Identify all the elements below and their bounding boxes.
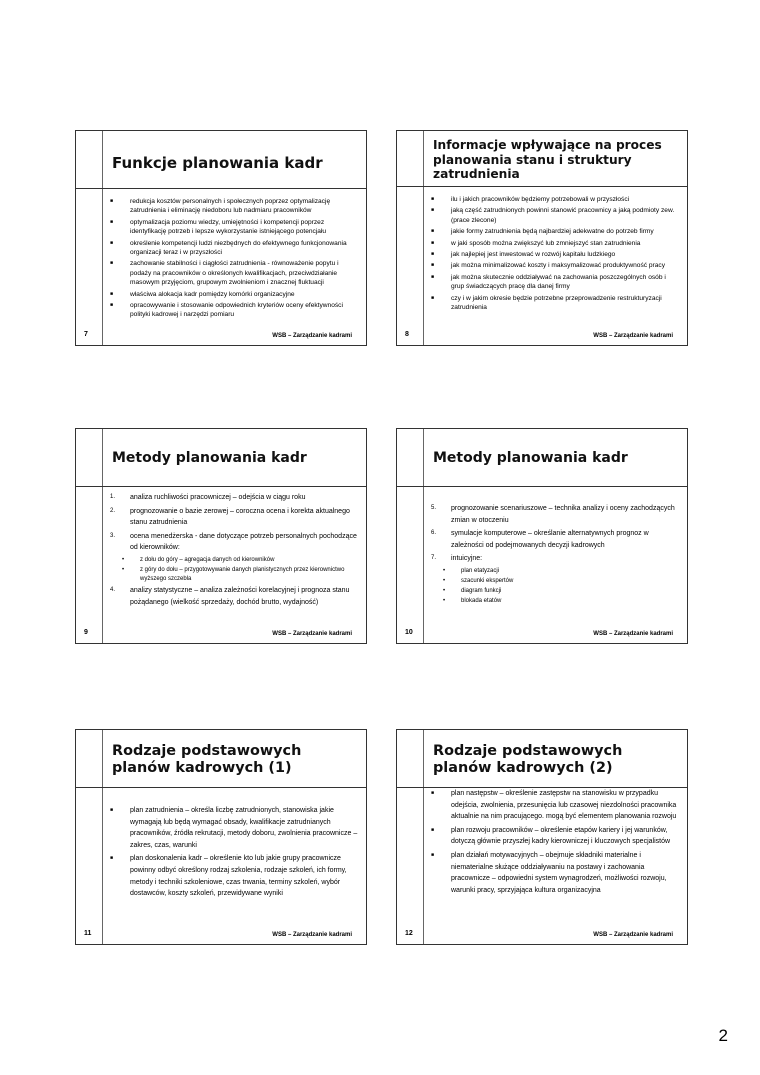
list-item: ■ opracowywanie i stosowanie odpowiednich kryteriów oceny efektywności polityki kadrowej i narzędzi pomiaru — [110, 302, 343, 319]
slide-7 — [75, 130, 367, 346]
slide-divider-horizontal — [397, 486, 687, 487]
list-item: 2. prognozowanie o bazie zerowej – coroczna ocena i korekta aktualnego stanu zatrudnienia — [110, 507, 350, 527]
list-subitem: • diagram funkcji — [443, 587, 502, 594]
slide-number: 7 — [84, 331, 88, 338]
slide-footer: WSB – Zarządzanie kadrami — [272, 631, 352, 637]
slide-number: 8 — [405, 331, 409, 338]
list-subitem: • plan etatyzacji — [443, 567, 500, 574]
slide-8 — [396, 130, 688, 346]
slide-divider-vertical — [102, 429, 103, 643]
slide-footer: WSB – Zarządzanie kadrami — [272, 333, 352, 339]
slide-content — [429, 788, 679, 898]
slide-divider-horizontal — [76, 486, 366, 487]
list-item: ■ w jaki sposób można zwiększyć lub zmniejszyć stan zatrudnienia — [431, 239, 641, 247]
list-item: 7. intuicyjne: — [431, 555, 483, 563]
slide-number: 11 — [84, 930, 92, 937]
slide-10 — [396, 428, 688, 644]
list-subitem: • z góry do dołu – przygotowywanie danych planistycznych przez kierownictwo wyższego szczebla — [122, 566, 345, 582]
slide-footer: WSB – Zarządzanie kadrami — [593, 631, 673, 637]
list-item: ■ plan zatrudnienia – określa liczbę zatrudnionych, stanowiska jakie wymagają lub będą wymagać obsady, kwalifikacje zatrudnianych pracowników, źródła rekrutacji, metody doboru, zwolnienia pracownicze – zakres, czas, warunki — [110, 807, 358, 849]
slide-number: 10 — [405, 629, 413, 636]
slide-title: Rodzaje podstawowych planów kadrowych (1) — [112, 742, 302, 776]
list-item: 3. ocena menedżerska - dane dotyczące potrzeb personalnych pochodzące od kierowników: — [110, 532, 357, 552]
slide-footer: WSB – Zarządzanie kadrami — [593, 333, 673, 339]
slide-divider-vertical — [423, 730, 424, 944]
slide-title: Metody planowania kadr — [433, 449, 628, 466]
page-number: 2 — [718, 1026, 728, 1045]
list-item: 5. prognozowanie scenariuszowe – technika analizy i oceny zachodzących zmian w otoczeniu — [431, 505, 675, 524]
list-item: 4. analizy statystyczne – analiza zależności korelacyjnej i prognoza stanu pożądanego (wielkość sprzedaży, dochód brutto, wydajność) — [110, 586, 350, 606]
list-subitem: • z dołu do góry – agregacja danych od kierowników — [122, 556, 275, 563]
list-item: ■ plan doskonalenia kadr – określenie kto lub jakie grupy pracownicze powinny odbyć określony rodzaj szkolenia, rodzaje szkoleń, ich formy, metody i techniki szkoleniowe, czas trwania, terminy szkoleń, wybór dostawców, koszty szkoleń, przewidywane wyniki — [110, 855, 347, 898]
slide-11 — [75, 729, 367, 945]
slide-divider-horizontal — [76, 188, 366, 189]
list-item: ■ plan następstw – określenie zastępstw na stanowisku w przypadku odejścia, zwolnienia, przesunięcia lub czasowej niezdolności pracownika aktualnie na nim pracującego. mogą być elementem planowania rozwoju — [431, 790, 677, 821]
slide-title: Rodzaje podstawowych planów kadrowych (2) — [433, 742, 623, 776]
list-item: ■ ilu i jakich pracowników będziemy potrzebowali w przyszłości — [431, 196, 630, 203]
list-item: 6. symulacje komputerowe – określanie alternatywnych prognoz w zależności od podejmowanych decyzji kadrowych — [431, 530, 649, 549]
list-item: ■ jak można skutecznie oddziaływać na zachowania poszczególnych osób i grup świadczących pracę dla danej firmy — [431, 273, 666, 291]
list-item: ■ czy i w jakim okresie będzie potrzebne przeprowadzenie restrukturyzacji zatrudnienia — [431, 294, 662, 312]
list-item: ■ redukcja kosztów personalnych i społecznych poprzez optymalizację zatrudnienia i eliminację niedoboru lub nadmiaru pracowników — [110, 198, 331, 215]
list-item: ■ jak najlepiej jest inwestować w rozwój kapitału ludzkiego — [431, 251, 616, 259]
slide-divider-vertical — [102, 131, 103, 345]
slide-9 — [75, 428, 367, 644]
list-item: ■ optymalizacja poziomu wiedzy, umiejętności i kompetencji poprzez identyfikację potrzeb i lepsze wykorzystanie istniejącego potencjału — [110, 218, 327, 236]
slide-content — [108, 197, 358, 322]
list-subitem: • blokada etatów — [443, 597, 502, 604]
slide-12 — [396, 729, 688, 945]
slide-footer: WSB – Zarządzanie kadrami — [272, 932, 352, 938]
list-item: 1. analiza ruchliwości pracowniczej – odejścia w ciągu roku — [110, 494, 306, 501]
list-item: ■ właściwa alokacja kadr pomiędzy komórki organizacyjne — [110, 290, 295, 298]
slide-title: Funkcje planowania kadr — [112, 154, 323, 172]
list-item: ■ określenie kompetencji ludzi niezbędnych do efektywnego funkcjonowania organizacji teraz i w przyszłości — [110, 239, 347, 257]
slide-number: 9 — [84, 629, 88, 636]
slide-divider-vertical — [102, 730, 103, 944]
list-subitem: • szacunki ekspertów — [443, 577, 514, 584]
slide-content — [108, 805, 358, 902]
list-item: ■ zachowanie stabilności i ciągłości zatrudnienia - równoważenie popytu i podaży na pracowników o określonych kwalifikacjach, przeciwdziałanie masowym przyjęciom, grupowym zwolnieniom i znacznej fluktuacji — [110, 260, 339, 287]
list-item: ■ jakie formy zatrudnienia będą najbardziej adekwatne do potrzeb firmy — [431, 228, 654, 236]
slide-content — [108, 492, 358, 610]
slide-divider-vertical — [423, 131, 424, 345]
slide-title: Metody planowania kadr — [112, 449, 307, 466]
slide-divider-vertical — [423, 429, 424, 643]
slide-number: 12 — [405, 930, 413, 937]
slide-content — [429, 503, 679, 607]
slide-title: Informacje wpływające na proces planowania stanu i struktury zatrudnienia — [433, 138, 662, 182]
slide-divider-horizontal — [397, 186, 687, 187]
list-item: ■ jak można minimalizować koszty i maksymalizować produktywność pracy — [431, 262, 665, 270]
slide-divider-horizontal — [76, 787, 366, 788]
list-item: ■ plan rozwoju pracowników – określenie etapów kariery i jej warunków, dotyczą głównie przyszłej kadry kierowniczej i kluczowych specjalistów — [431, 826, 671, 846]
slide-content — [429, 195, 679, 314]
slide-footer: WSB – Zarządzanie kadrami — [593, 932, 673, 938]
list-item: ■ plan działań motywacyjnych – obejmuje składniki materialne i niematerialne służące oddziaływaniu na postawy i zachowania pracownicze – odpowiedni system wynagrodzeń, możliwości rozwoju, warunki pracy, sprzyjająca kultura organizacyjna — [431, 851, 667, 894]
list-item: ■ jaką część zatrudnionych powinni stanowić pracownicy a jaką podmioty zew. (prace zlecone) — [431, 207, 675, 224]
